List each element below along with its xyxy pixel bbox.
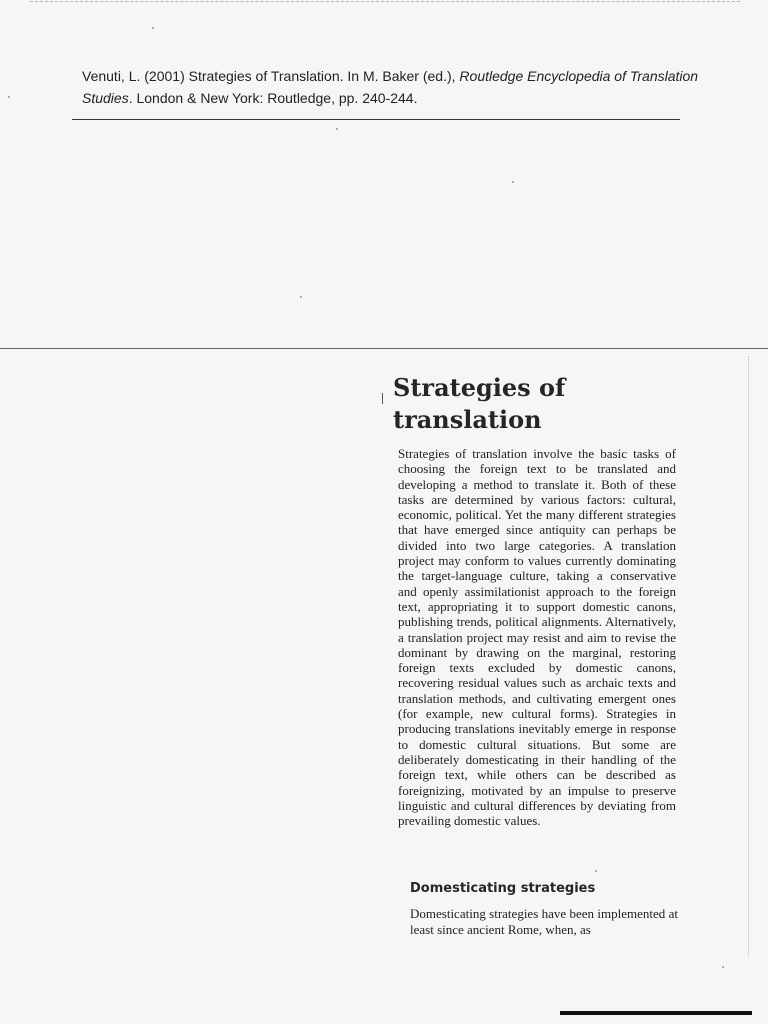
- intro-paragraph: Strategies of translation involve the basic tasks of choosing the foreign text to be translated and developing a method to translate it. Both of these tasks are determined by various factors: cultural, economic, political. Yet the many different strategies that have emerged since antiquity can perhaps be divided into two large categories. A translation project may conform to values currently dominating the target-language culture, taking a conservative and openly assimilationist approach to the foreign text, appropriating it to support domestic canons, publishing trends, political alignments. Alternatively, a translation project may resist and aim to revise the dominant by drawing on the marginal, restoring foreign texts excluded by domestic canons, recovering residual values such as archaic texts and translation methods, and cultivating emergent ones (for example, new cultural forms). Strategies in producing translations inevitably emerge in response to domestic cultural situations. But some are deliberately domesticating in their handling of the foreign text, while others can be described as foreignizing, motivated by an impulse to preserve linguistic and cultural differences by deviating from prevailing domestic values.: [398, 446, 676, 829]
- citation-tail: . London & New York: Routledge, pp. 240-244.: [128, 90, 418, 106]
- citation-source-title: Routledge Encyclopedia of Translation Studies: [82, 68, 699, 106]
- citation: [82, 65, 702, 109]
- page-fold-divider: [0, 348, 768, 349]
- citation-divider: [72, 119, 680, 120]
- top-edge-rule: [30, 1, 740, 2]
- article-title: [393, 372, 693, 436]
- title-line-1: Strategies of: [393, 373, 566, 402]
- citation-lead: Venuti, L. (2001) Strategies of Translation. In M. Baker (ed.),: [82, 68, 460, 84]
- scan-speck: [722, 966, 724, 968]
- scan-speck: [512, 181, 514, 183]
- section-heading: Domesticating strategies: [410, 881, 596, 896]
- section-paragraph: Domesticating strategies have been implemented at least since ancient Rome, when, as: [410, 906, 678, 937]
- scan-speck: [595, 870, 597, 872]
- title-line-2: translation: [393, 405, 542, 434]
- margin-mark: [382, 393, 383, 404]
- scan-speck: [8, 96, 10, 98]
- bottom-edge-bar: [560, 1011, 752, 1015]
- scan-speck: [336, 128, 338, 130]
- scan-speck: [152, 27, 154, 29]
- scan-speck: [300, 296, 302, 298]
- scan-edge-line: [748, 356, 749, 956]
